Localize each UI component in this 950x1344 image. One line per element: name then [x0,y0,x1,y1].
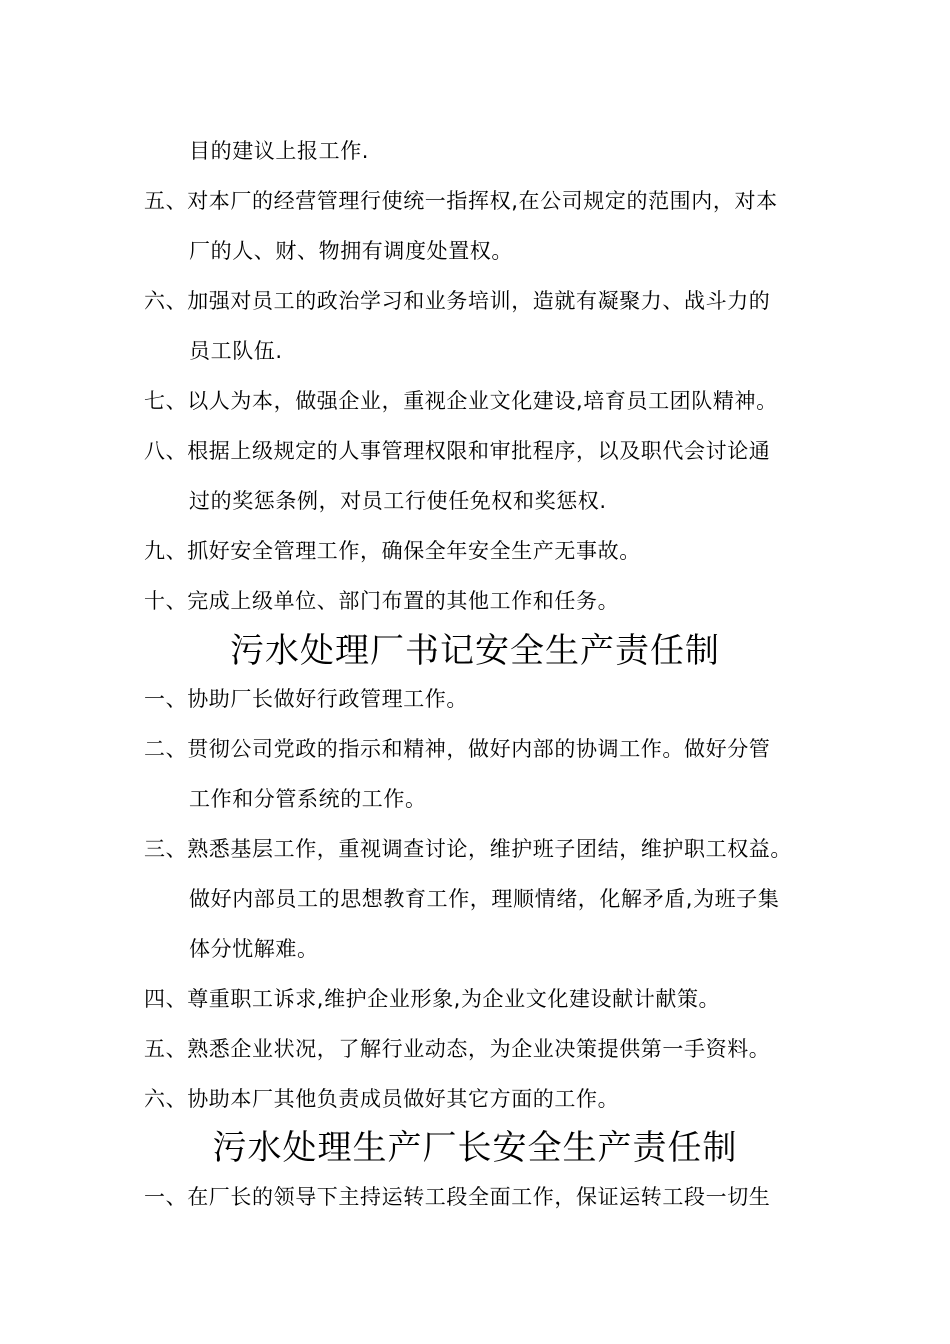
paragraph-line: 做好内部员工的思想教育工作，理顺情绪，化解矛盾,为班子集 [189,887,780,911]
paragraph-line: 员工队伍. [189,339,283,363]
list-item: 四、尊重职工诉求,维护企业形象,为企业文化建设献计献策。 [144,987,721,1011]
list-item: 七、以人为本，做强企业，重视企业文化建设,培育员工团队精神。 [144,389,778,413]
paragraph-line: 工作和分管系统的工作。 [189,787,427,811]
list-item: 三、熟悉基层工作，重视调查讨论，维护班子团结，维护职工权益。 [144,837,792,861]
list-item: 六、加强对员工的政治学习和业务培训，造就有凝聚力、战斗力的 [144,289,771,313]
section-title: 污水处理生产厂长安全生产责任制 [212,1128,738,1168]
list-item: 一、协助厂长做好行政管理工作。 [144,687,468,711]
list-item: 五、对本厂的经营管理行使统一指挥权,在公司规定的范围内，对本 [144,189,778,213]
paragraph-line: 体分忧解难。 [189,937,319,961]
paragraph-line: 目的建议上报工作. [189,139,370,163]
list-item: 八、根据上级规定的人事管理权限和审批程序，以及职代会讨论通 [144,439,771,463]
list-item: 二、贯彻公司党政的指示和精神，做好内部的协调工作。做好分管 [144,737,771,761]
paragraph-line: 过的奖惩条例，对员工行使任免权和奖惩权. [189,489,607,513]
paragraph-line: 厂的人、财、物拥有调度处置权。 [189,239,513,263]
list-item: 十、完成上级单位、部门布置的其他工作和任务。 [144,589,620,613]
list-item: 九、抓好安全管理工作，确保全年安全生产无事故。 [144,539,641,563]
section-title: 污水处理厂书记安全生产责任制 [230,631,720,671]
list-item: 五、熟悉企业状况，了解行业动态，为企业决策提供第一手资料。 [144,1037,771,1061]
list-item: 六、协助本厂其他负责成员做好其它方面的工作。 [144,1087,620,1111]
list-item: 一、在厂长的领导下主持运转工段全面工作，保证运转工段一切生 [144,1185,771,1209]
